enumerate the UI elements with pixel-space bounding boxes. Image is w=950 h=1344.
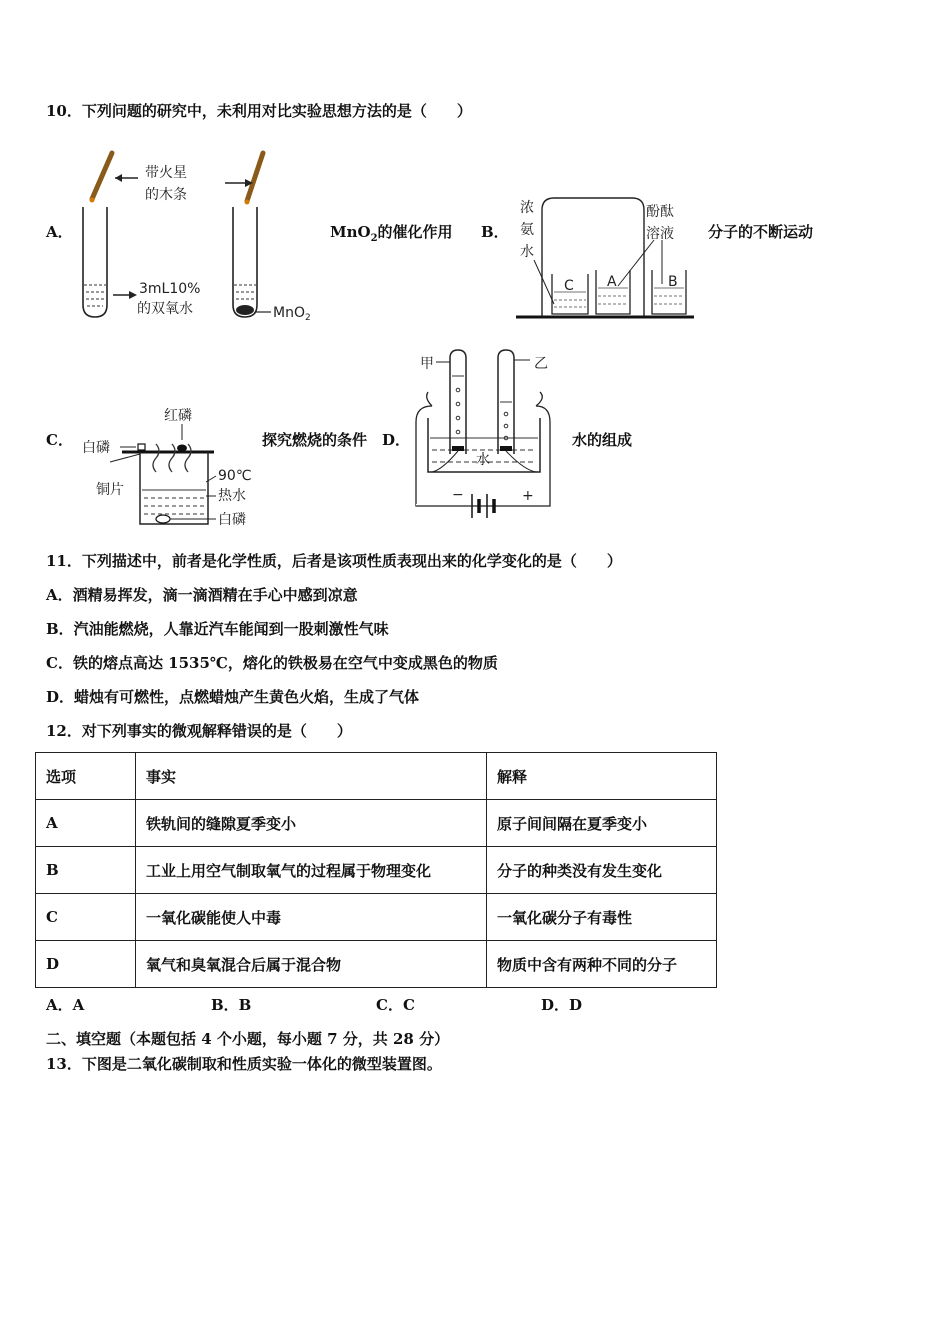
label-phenolphthalein-1: 酚酞 <box>646 204 674 220</box>
section-heading: 二、填空题（本题包括 4 个小题，每小题 7 分，共 28 分） <box>46 1030 450 1048</box>
row-explanation: 物质中含有两种不同的分子 <box>487 941 717 988</box>
label-hot-water: 热水 <box>218 488 246 504</box>
q11-option-c: C．铁的熔点高达 1535℃，熔化的铁极易在空气中变成黑色的物质 <box>46 654 498 672</box>
label-ammonia-2: 氨 <box>520 222 534 238</box>
q10-option-b-caption: 分子的不断运动 <box>708 223 814 241</box>
figure-catalysis-test-tubes <box>75 145 335 330</box>
q12-answer-a: A．A <box>46 996 85 1014</box>
row-fact: 一氧化碳能使人中毒 <box>136 894 487 941</box>
label-solution-2: 的双氧水 <box>137 301 193 317</box>
table-header-row <box>36 753 717 800</box>
q10-option-d-letter: D． <box>382 431 411 449</box>
label-splint-2: 的木条 <box>145 187 187 203</box>
label-mno2: MnO$_2$ <box>273 305 311 323</box>
q10-option-c-letter: C． <box>46 431 73 449</box>
figure-water-electrolysis <box>412 346 562 528</box>
q10-option-c-caption: 探究燃烧的条件 <box>262 431 368 449</box>
q12-table <box>35 752 717 988</box>
q10-option-b-letter: B． <box>481 223 509 241</box>
header-option: 选项 <box>36 753 136 800</box>
q10-option-d-caption: 水的组成 <box>572 431 633 449</box>
q12-stem: 12．对下列事实的微观解释错误的是（ ） <box>46 722 352 740</box>
label-tube-jia: 甲 <box>420 356 434 372</box>
row-option: D <box>36 941 136 988</box>
label-ammonia-3: 水 <box>520 244 534 260</box>
label-white-phosphorus-bottom: 白磷 <box>218 512 246 528</box>
label-red-phosphorus: 红磷 <box>164 408 192 424</box>
table-row <box>36 894 717 941</box>
q11-option-b: B．汽油能燃烧，人靠近汽车能闻到一股刺激性气味 <box>46 620 389 638</box>
label-tube-yi: 乙 <box>534 356 548 372</box>
table-row <box>36 800 717 847</box>
row-option: A <box>36 800 136 847</box>
label-phenolphthalein-2: 溶液 <box>646 226 674 242</box>
header-fact: 事实 <box>136 753 487 800</box>
label-positive: + <box>522 488 534 504</box>
q12-answer-d: D．D <box>541 996 583 1014</box>
row-option: B <box>36 847 136 894</box>
row-fact: 工业上用空气制取氧气的过程属于物理变化 <box>136 847 487 894</box>
q10-option-a-caption: MnO$_2$的催化作用 <box>330 223 453 244</box>
row-option: C <box>36 894 136 941</box>
label-white-phosphorus-top: 白磷 <box>82 440 110 456</box>
row-fact: 铁轨间的缝隙夏季变小 <box>136 800 487 847</box>
row-explanation: 一氧化碳分子有毒性 <box>487 894 717 941</box>
figure-combustion-conditions <box>78 400 263 534</box>
table-row <box>36 847 717 894</box>
row-explanation: 原子间间隔在夏季变小 <box>487 800 717 847</box>
q10-option-a-letter: A． <box>46 223 73 241</box>
table-row <box>36 941 717 988</box>
figure-molecular-motion-bell-jar <box>512 192 702 324</box>
beaker-a-label: A <box>607 274 617 290</box>
q13-stem: 13．下图是二氧化碳制取和性质实验一体化的微型装置图。 <box>46 1055 442 1073</box>
label-ammonia-1: 浓 <box>520 200 534 216</box>
header-explanation: 解释 <box>487 753 717 800</box>
q12-answer-b: B．B <box>211 996 252 1014</box>
label-temperature: 90℃ <box>218 468 252 484</box>
q11-option-a: A．酒精易挥发，滴一滴酒精在手心中感到凉意 <box>46 586 358 604</box>
q12-answer-c: C．C <box>376 996 415 1014</box>
q11-stem: 11．下列描述中，前者是化学性质，后者是该项性质表现出来的化学变化的是（ ） <box>46 552 622 570</box>
q10-stem: 10．下列问题的研究中，未利用对比实验思想方法的是（ ） <box>46 102 472 120</box>
label-solution-1: 3mL10% <box>139 281 201 297</box>
label-water: 水 <box>476 452 490 468</box>
label-negative: − <box>452 487 464 503</box>
row-fact: 氧气和臭氧混合后属于混合物 <box>136 941 487 988</box>
row-explanation: 分子的种类没有发生变化 <box>487 847 717 894</box>
label-copper-plate: 铜片 <box>96 482 124 498</box>
label-splint-1: 带火星 <box>145 165 187 181</box>
q11-option-d: D．蜡烛有可燃性，点燃蜡烛产生黄色火焰，生成了气体 <box>46 688 420 706</box>
beaker-b-label: B <box>668 274 678 290</box>
beaker-c-label: C <box>564 278 574 294</box>
